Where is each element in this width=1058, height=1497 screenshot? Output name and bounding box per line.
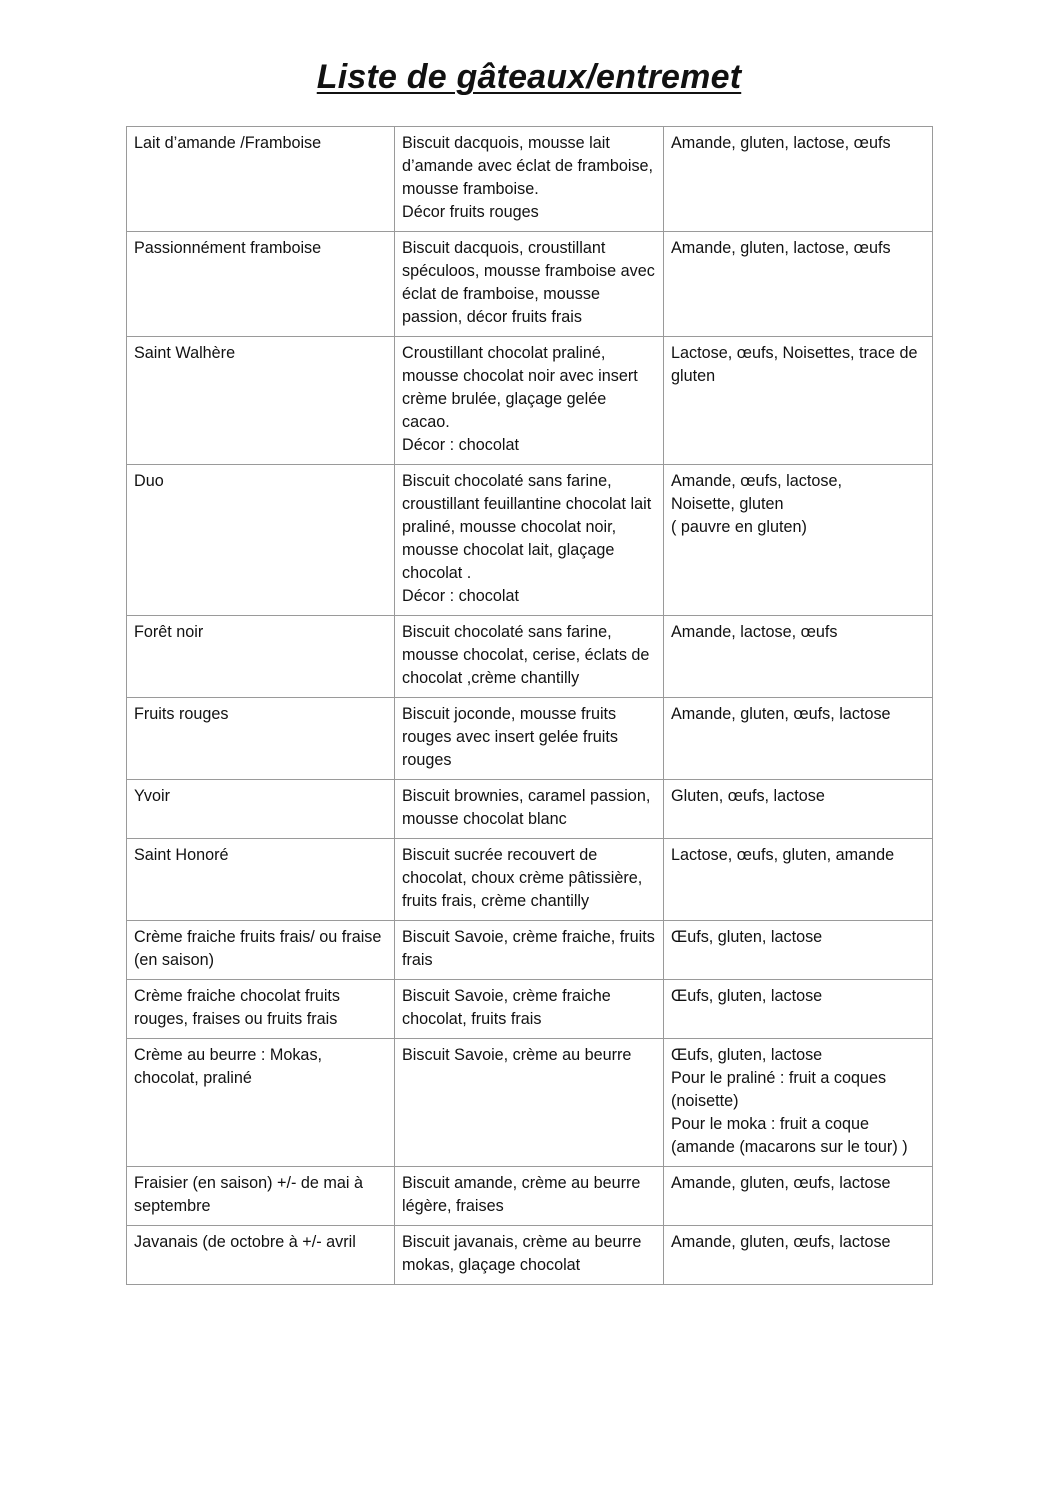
table-row bbox=[127, 127, 933, 232]
table-row bbox=[127, 1167, 933, 1226]
cake-composition-cell: Biscuit dacquois, croustillant spéculoos, mousse framboise avec éclat de framboise, mousse passion, décor fruits frais bbox=[395, 232, 664, 337]
cake-allergens-cell: Amande, gluten, lactose, œufs bbox=[664, 127, 933, 232]
cake-allergens-cell: Amande, gluten, œufs, lactose bbox=[664, 1226, 933, 1285]
cake-name-cell: Crème au beurre : Mokas, chocolat, praliné bbox=[127, 1039, 395, 1167]
cake-table bbox=[126, 126, 933, 1285]
cake-composition-cell: Biscuit javanais, crème au beurre mokas, glaçage chocolat bbox=[395, 1226, 664, 1285]
cake-allergens-cell: Amande, œufs, lactose, Noisette, gluten ( pauvre en gluten) bbox=[664, 465, 933, 616]
cake-name-cell: Yvoir bbox=[127, 780, 395, 839]
cake-allergens-cell: Œufs, gluten, lactose bbox=[664, 980, 933, 1039]
cake-allergens-cell: Gluten, œufs, lactose bbox=[664, 780, 933, 839]
cake-name-cell: Fruits rouges bbox=[127, 698, 395, 780]
cake-name-cell: Javanais (de octobre à +/- avril bbox=[127, 1226, 395, 1285]
cake-name-cell: Crème fraiche chocolat fruits rouges, fraises ou fruits frais bbox=[127, 980, 395, 1039]
cake-composition-cell: Biscuit Savoie, crème fraiche chocolat, fruits frais bbox=[395, 980, 664, 1039]
cake-name-cell: Forêt noir bbox=[127, 616, 395, 698]
cake-composition-cell: Biscuit brownies, caramel passion, mousse chocolat blanc bbox=[395, 780, 664, 839]
cake-composition-cell: Biscuit amande, crème au beurre légère, fraises bbox=[395, 1167, 664, 1226]
table-row bbox=[127, 698, 933, 780]
table-row bbox=[127, 980, 933, 1039]
document-title: Liste de gâteaux/entremet bbox=[316, 58, 742, 96]
cake-name-cell: Saint Honoré bbox=[127, 839, 395, 921]
cake-name-cell: Saint Walhère bbox=[127, 337, 395, 465]
cake-allergens-cell: Lactose, œufs, Noisettes, trace de gluten bbox=[664, 337, 933, 465]
cake-name-cell: Lait d’amande /Framboise bbox=[127, 127, 395, 232]
cake-table-body bbox=[127, 127, 933, 1285]
cake-composition-cell: Biscuit chocolaté sans farine, croustillant feuillantine chocolat lait praliné, mousse chocolat noir, mousse chocolat lait, glaçage chocolat . Décor : chocolat bbox=[395, 465, 664, 616]
table-row bbox=[127, 337, 933, 465]
table-row bbox=[127, 780, 933, 839]
table-row bbox=[127, 232, 933, 337]
cake-composition-cell: Biscuit Savoie, crème fraiche, fruits frais bbox=[395, 921, 664, 980]
cake-name-cell: Duo bbox=[127, 465, 395, 616]
cake-allergens-cell: Amande, lactose, œufs bbox=[664, 616, 933, 698]
cake-composition-cell: Biscuit sucrée recouvert de chocolat, choux crème pâtissière, fruits frais, crème chantilly bbox=[395, 839, 664, 921]
table-row bbox=[127, 1039, 933, 1167]
table-row bbox=[127, 921, 933, 980]
cake-composition-cell: Croustillant chocolat praliné, mousse chocolat noir avec insert crème brulée, glaçage gelée cacao. Décor : chocolat bbox=[395, 337, 664, 465]
cake-allergens-cell: Œufs, gluten, lactose bbox=[664, 921, 933, 980]
table-row bbox=[127, 465, 933, 616]
cake-name-cell: Crème fraiche fruits frais/ ou fraise (en saison) bbox=[127, 921, 395, 980]
cake-allergens-cell: Œufs, gluten, lactose Pour le praliné : fruit a coques (noisette) Pour le moka : fruit a coque (amande (macarons sur le tour) ) bbox=[664, 1039, 933, 1167]
cake-composition-cell: Biscuit Savoie, crème au beurre bbox=[395, 1039, 664, 1167]
cake-allergens-cell: Amande, gluten, lactose, œufs bbox=[664, 232, 933, 337]
table-row bbox=[127, 616, 933, 698]
table-row bbox=[127, 839, 933, 921]
cake-name-cell: Fraisier (en saison) +/- de mai à septembre bbox=[127, 1167, 395, 1226]
cake-allergens-cell: Amande, gluten, œufs, lactose bbox=[664, 698, 933, 780]
cake-composition-cell: Biscuit joconde, mousse fruits rouges avec insert gelée fruits rouges bbox=[395, 698, 664, 780]
cake-allergens-cell: Lactose, œufs, gluten, amande bbox=[664, 839, 933, 921]
cake-composition-cell: Biscuit dacquois, mousse lait d’amande avec éclat de framboise, mousse framboise. Décor fruits rouges bbox=[395, 127, 664, 232]
cake-composition-cell: Biscuit chocolaté sans farine, mousse chocolat, cerise, éclats de chocolat ,crème chantilly bbox=[395, 616, 664, 698]
table-row bbox=[127, 1226, 933, 1285]
cake-allergens-cell: Amande, gluten, œufs, lactose bbox=[664, 1167, 933, 1226]
cake-name-cell: Passionnément framboise bbox=[127, 232, 395, 337]
